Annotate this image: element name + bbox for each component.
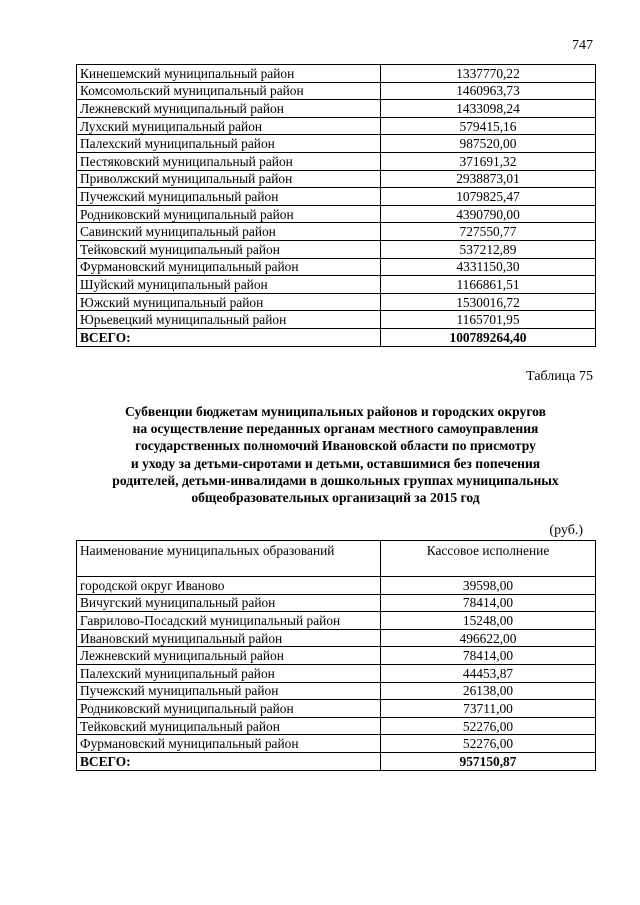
table-row: [77, 152, 596, 170]
table-row: [77, 293, 596, 311]
heading-line: родителей, детьми-инвалидами в дошкольных группах муниципальных: [112, 472, 559, 488]
table-row: [77, 664, 596, 682]
municipality-name: Юрьевецкий муниципальный район: [77, 311, 381, 329]
amount-value: 4331150,30: [381, 258, 596, 276]
table-row: [77, 629, 596, 647]
table-body: [77, 65, 596, 347]
total-value: 100789264,40: [381, 328, 596, 346]
amount-value: 2938873,01: [381, 170, 596, 188]
heading-line: государственных полномочий Ивановской области по присмотру: [135, 438, 536, 454]
amount-value: 579415,16: [381, 117, 596, 135]
heading-line: Субвенции бюджетам муниципальных районов и городских округов: [125, 404, 546, 419]
municipality-name: Пучежский муниципальный район: [77, 682, 381, 700]
total-row: [77, 328, 596, 346]
table-row: [77, 577, 596, 595]
amount-value: 1337770,22: [381, 65, 596, 83]
amount-value: 52276,00: [381, 735, 596, 753]
total-row: [77, 752, 596, 770]
amount-value: 1165701,95: [381, 311, 596, 329]
amount-value: 1460963,73: [381, 82, 596, 100]
column-header-name: Наименование муниципальных образований: [77, 541, 381, 577]
municipality-name: Пестяковский муниципальный район: [77, 152, 381, 170]
table-row: [77, 735, 596, 753]
amount-value: 15248,00: [381, 612, 596, 630]
amount-value: 78414,00: [381, 594, 596, 612]
table-row: [77, 82, 596, 100]
table-header-row: [77, 541, 596, 577]
table-row: [77, 258, 596, 276]
municipality-name: Фурмановский муниципальный район: [77, 258, 381, 276]
unit-label: (руб.): [549, 523, 583, 538]
page-number: 747: [572, 38, 593, 53]
heading-line: на осуществление переданных органам местного самоуправления: [132, 421, 539, 437]
municipality-name: Вичугский муниципальный район: [77, 594, 381, 612]
table-row: [77, 594, 596, 612]
amount-value: 987520,00: [381, 135, 596, 153]
column-header-value: Кассовое исполнение: [381, 541, 596, 577]
municipality-name: Южский муниципальный район: [77, 293, 381, 311]
heading-line: и уходу за детьми-сиротами и детьми, оставшимися без попечения: [130, 455, 541, 471]
table-body: [77, 577, 596, 771]
table-row: [77, 223, 596, 241]
amount-value: 4390790,00: [381, 205, 596, 223]
table-heading: [76, 403, 595, 506]
amount-value: 1530016,72: [381, 293, 596, 311]
municipality-name: Шуйский муниципальный район: [77, 276, 381, 294]
municipality-name: Тейковский муниципальный район: [77, 240, 381, 258]
table-row: [77, 117, 596, 135]
amount-value: 496622,00: [381, 629, 596, 647]
amount-value: 78414,00: [381, 647, 596, 665]
amount-value: 39598,00: [381, 577, 596, 595]
table-row: [77, 612, 596, 630]
municipality-name: Родниковский муниципальный район: [77, 205, 381, 223]
amount-value: 26138,00: [381, 682, 596, 700]
municipality-name: Лежневский муниципальный район: [77, 647, 381, 665]
table-row: [77, 276, 596, 294]
subventions-table-continued: [76, 64, 596, 347]
amount-value: 1166861,51: [381, 276, 596, 294]
amount-value: 1079825,47: [381, 188, 596, 206]
table-row: [77, 700, 596, 718]
amount-value: 44453,87: [381, 664, 596, 682]
table-row: [77, 717, 596, 735]
table-row: [77, 188, 596, 206]
table-row: [77, 647, 596, 665]
municipality-name: Родниковский муниципальный район: [77, 700, 381, 718]
municipality-name: Кинешемский муниципальный район: [77, 65, 381, 83]
table-row: [77, 65, 596, 83]
municipality-name: Ивановский муниципальный район: [77, 629, 381, 647]
municipality-name: Савинский муниципальный район: [77, 223, 381, 241]
municipality-name: городской округ Иваново: [77, 577, 381, 595]
municipality-name: Пучежский муниципальный район: [77, 188, 381, 206]
municipality-name: Комсомольский муниципальный район: [77, 82, 381, 100]
table-row: [77, 682, 596, 700]
table-row: [77, 311, 596, 329]
heading-line: общеобразовательных организаций за 2015 год: [191, 490, 480, 506]
table-row: [77, 135, 596, 153]
table-row: [77, 170, 596, 188]
amount-value: 73711,00: [381, 700, 596, 718]
municipality-name: Тейковский муниципальный район: [77, 717, 381, 735]
amount-value: 537212,89: [381, 240, 596, 258]
municipality-name: Фурмановский муниципальный район: [77, 735, 381, 753]
municipality-name: Лухский муниципальный район: [77, 117, 381, 135]
municipality-name: Приволжский муниципальный район: [77, 170, 381, 188]
table-row: [77, 100, 596, 118]
total-label: ВСЕГО:: [77, 328, 381, 346]
total-value: 957150,87: [381, 752, 596, 770]
amount-value: 727550,77: [381, 223, 596, 241]
municipality-name: Палехский муниципальный район: [77, 664, 381, 682]
amount-value: 371691,32: [381, 152, 596, 170]
municipality-name: Гаврилово-Посадский муниципальный район: [77, 612, 381, 630]
table-number-label: Таблица 75: [526, 369, 593, 384]
amount-value: 52276,00: [381, 717, 596, 735]
amount-value: 1433098,24: [381, 100, 596, 118]
municipality-name: Палехский муниципальный район: [77, 135, 381, 153]
table-row: [77, 205, 596, 223]
total-label: ВСЕГО:: [77, 752, 381, 770]
subventions-table-75: [76, 540, 596, 771]
municipality-name: Лежневский муниципальный район: [77, 100, 381, 118]
table-row: [77, 240, 596, 258]
